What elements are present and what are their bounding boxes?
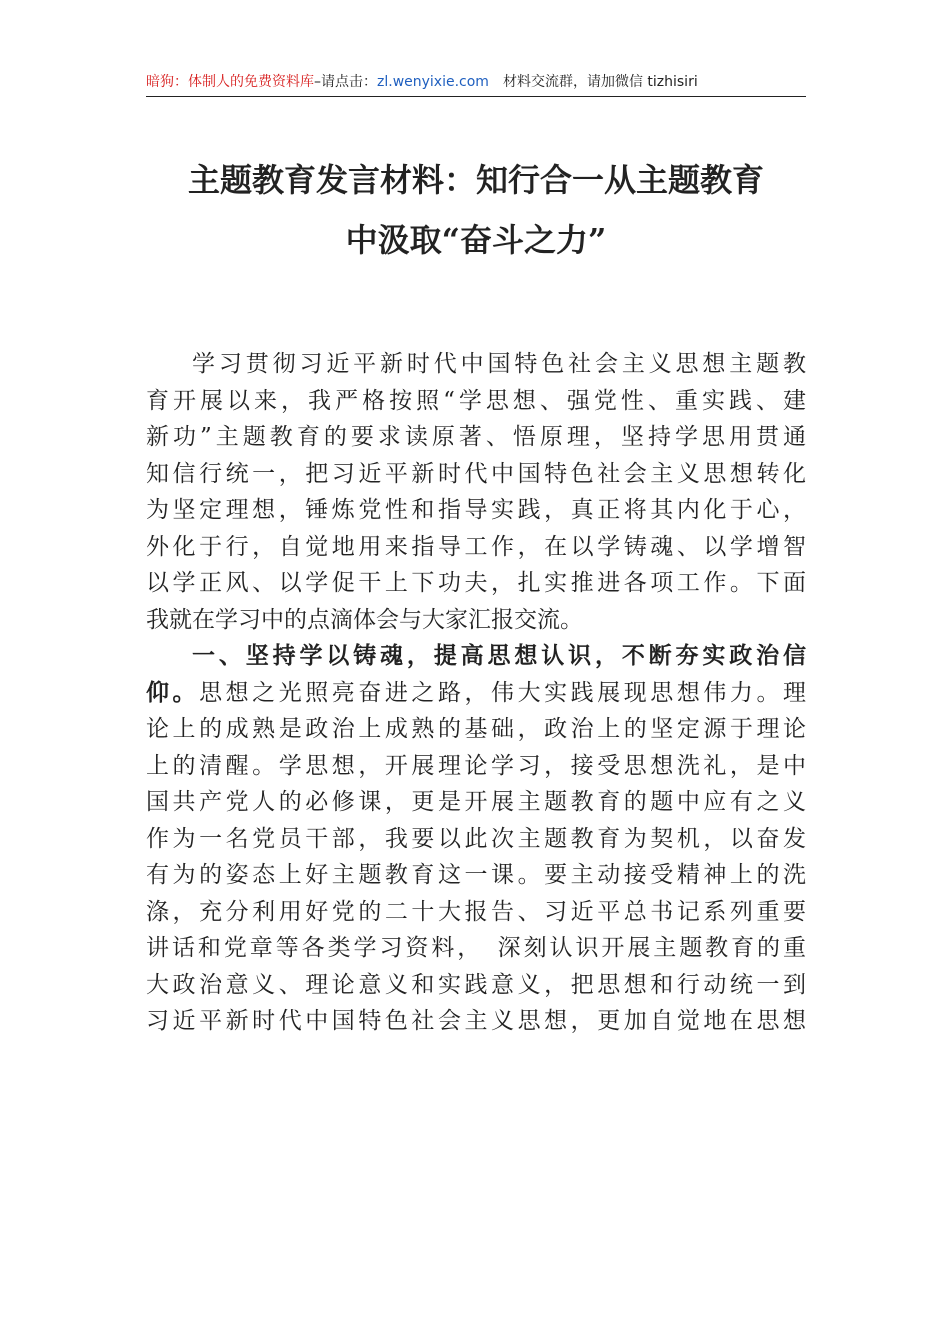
header-site-label: 暗狗：体制人的免费资料库 bbox=[146, 74, 314, 90]
section-1-line: 讲话和党章等各类学习资料， 深刻认识开展主题教育的重 bbox=[146, 935, 806, 961]
paragraph-1-line: 以学正风、以学促干上下功夫，扎实推进各项工作。下面 bbox=[146, 570, 806, 596]
section-1-line: 国共产党人的必修课，更是开展主题教育的题中应有之义 bbox=[146, 789, 806, 815]
section-1-line bbox=[146, 675, 806, 712]
title-line-2: 中汲取“奋斗之力” bbox=[345, 221, 607, 259]
paragraph-1-line: 为坚定理想，锤炼党性和指导实践，真正将其内化于心， bbox=[146, 497, 806, 523]
paragraph-1-line: 新功”主题教育的要求读原著、悟原理，坚持学思用贯通 bbox=[146, 424, 806, 450]
section-1-line: 有为的姿态上好主题教育这一课。要主动接受精神上的洗 bbox=[146, 862, 806, 888]
section-1-heading-tail: 仰。 bbox=[146, 678, 200, 706]
document-title bbox=[146, 150, 806, 270]
paragraph-1-line: 学习贯彻习近平新时代中国特色社会主义思想主题教 bbox=[192, 351, 806, 377]
title-line-1: 主题教育发言材料：知行合一从主题教育 bbox=[187, 161, 764, 199]
header-group-label: 材料交流群，请加微信 tizhisiri bbox=[502, 74, 698, 90]
paragraph-1-line: 外化于行，自觉地用来指导工作，在以学铸魂、以学增智 bbox=[146, 533, 806, 560]
section-1-line: 涤，充分利用好党的二十大报告、习近平总书记系列重要 bbox=[146, 898, 806, 925]
header-bar bbox=[146, 70, 806, 94]
section-1-heading: 一、坚持学以铸魂，提高思想认识，不断夯实政治信 bbox=[192, 642, 806, 669]
section-1-line: 大政治意义、理论意义和实践意义，把思想和行动统一到 bbox=[146, 971, 806, 998]
section-1-line-rest: 思想之光照亮奋进之路，伟大实践展现思想伟力。理 bbox=[199, 679, 807, 706]
header-divider bbox=[146, 96, 806, 97]
document-body bbox=[146, 346, 806, 1040]
section-1-line: 上的清醒。学思想，开展理论学习，接受思想洗礼，是中 bbox=[146, 752, 806, 779]
paragraph-1-line: 我就在学习中的点滴体会与大家汇报交流。 bbox=[146, 606, 583, 633]
paragraph-1-line: 知信行统一，把习近平新时代中国特色社会主义思想转化 bbox=[146, 460, 806, 487]
section-1-line: 习近平新时代中国特色社会主义思想，更加自觉地在思想 bbox=[146, 1008, 806, 1034]
header-click-label: –请点击： bbox=[314, 74, 377, 90]
section-1-line: 作为一名党员干部，我要以此次主题教育为契机，以奋发 bbox=[146, 825, 806, 852]
section-1-line: 论上的成熟是政治上成熟的基础，政治上的坚定源于理论 bbox=[146, 716, 806, 742]
paragraph-1-line: 育开展以来，我严格按照“学思想、强党性、重实践、建 bbox=[146, 387, 806, 414]
header-url-link[interactable]: zl.wenyixie.com bbox=[377, 74, 489, 90]
